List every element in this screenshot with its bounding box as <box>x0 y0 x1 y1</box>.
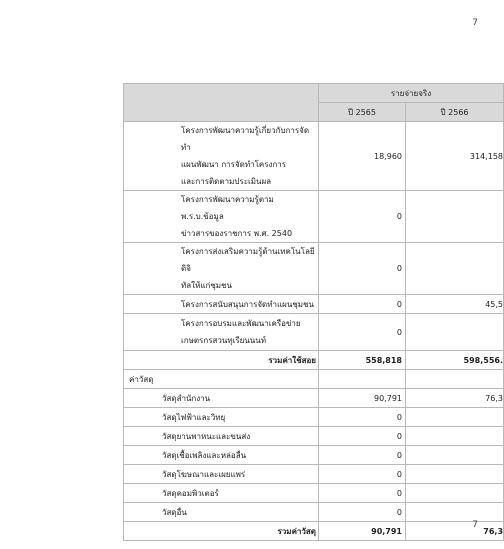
total-year-1: 90,791 <box>319 522 406 541</box>
item-label: วัสดุอื่น <box>124 503 319 522</box>
category-heading: ค่าวัสดุ <box>124 370 319 389</box>
category-row <box>124 370 504 389</box>
table-row <box>124 446 504 465</box>
value-year-1: 0 <box>319 314 406 351</box>
item-label: วัสดุเชื้อเพลิงและหล่อลื่น <box>124 446 319 465</box>
value-year-1: 0 <box>319 484 406 503</box>
table-row <box>124 503 504 522</box>
table-row <box>124 295 504 314</box>
value-year-2 <box>406 427 504 446</box>
value-year-2 <box>406 314 504 351</box>
table-row <box>124 314 504 351</box>
value-year-2 <box>406 484 504 503</box>
value-year-1: 0 <box>319 191 406 243</box>
value-year-1: 18,960 <box>319 122 406 191</box>
item-label: วัสดุไฟฟ้าและวิทยุ <box>124 408 319 427</box>
value-year-2 <box>406 243 504 295</box>
table-row <box>124 427 504 446</box>
total-row-expenses <box>124 351 504 370</box>
value-year-1: 0 <box>319 465 406 484</box>
total-year-1: 558,818 <box>319 351 406 370</box>
header-blank <box>124 84 319 122</box>
page-number: 7 <box>472 18 478 28</box>
total-label: รวมค่าวัสดุ <box>124 522 319 541</box>
item-label: วัสดุคอมพิวเตอร์ <box>124 484 319 503</box>
header-actual-expenses: รายจ่ายจริง <box>319 84 504 103</box>
table-row <box>124 408 504 427</box>
item-label: วัสดุสำนักงาน <box>124 389 319 408</box>
total-label: รวมค่าใช้สอย <box>124 351 319 370</box>
table-row <box>124 465 504 484</box>
value-year-1: 0 <box>319 427 406 446</box>
total-year-2: 76,3 <box>406 522 504 541</box>
header-year-2: ปี 2566 <box>406 103 504 122</box>
value-year-2 <box>406 408 504 427</box>
value-year-2 <box>406 191 504 243</box>
project-label: โครงการสนับสนุนการจัดทำแผนชุมชน <box>124 295 319 314</box>
table-row <box>124 191 504 243</box>
value-year-2: 314,158 <box>406 122 504 191</box>
value-year-1: 0 <box>319 408 406 427</box>
header-year-1: ปี 2565 <box>319 103 406 122</box>
total-year-2: 598,556. <box>406 351 504 370</box>
project-label: โครงการพัฒนาความรู้เกี่ยวกับการจัดทำ แผนพัฒนา การจัดทำโครงการ และการติดตามประเมินผล <box>124 122 319 191</box>
value-year-2: 45,5 <box>406 295 504 314</box>
expense-table <box>123 83 504 541</box>
value-year-2 <box>406 446 504 465</box>
value-year-1: 0 <box>319 243 406 295</box>
value-year-2 <box>406 503 504 522</box>
table-row <box>124 484 504 503</box>
value-year-1: 0 <box>319 446 406 465</box>
table-row <box>124 389 504 408</box>
item-label: วัสดุโฆษณาและเผยแพร่ <box>124 465 319 484</box>
value-year-1: 0 <box>319 503 406 522</box>
project-label: โครงการพัฒนาความรู้ตาม พ.ร.บ.ข้อมูล ข่าวสารของราชการ พ.ศ. 2540 <box>124 191 319 243</box>
value-year-1: 0 <box>319 295 406 314</box>
project-label: โครงการอบรมและพัฒนาเครือข่าย เกษตรกรสวนทุเรียนนนท์ <box>124 314 319 351</box>
table-row <box>124 122 504 191</box>
total-row-materials <box>124 522 504 541</box>
item-label: วัสดุยานพาหนะและขนส่ง <box>124 427 319 446</box>
table-row <box>124 243 504 295</box>
value-year-2 <box>406 465 504 484</box>
project-label: โครงการส่งเสริมความรู้ด้านเทคโนโลยีดิจิ ทัลให้แก่ชุมชน <box>124 243 319 295</box>
page-number: 7 <box>472 520 478 530</box>
value-year-2: 76,3 <box>406 389 504 408</box>
value-year-1: 90,791 <box>319 389 406 408</box>
